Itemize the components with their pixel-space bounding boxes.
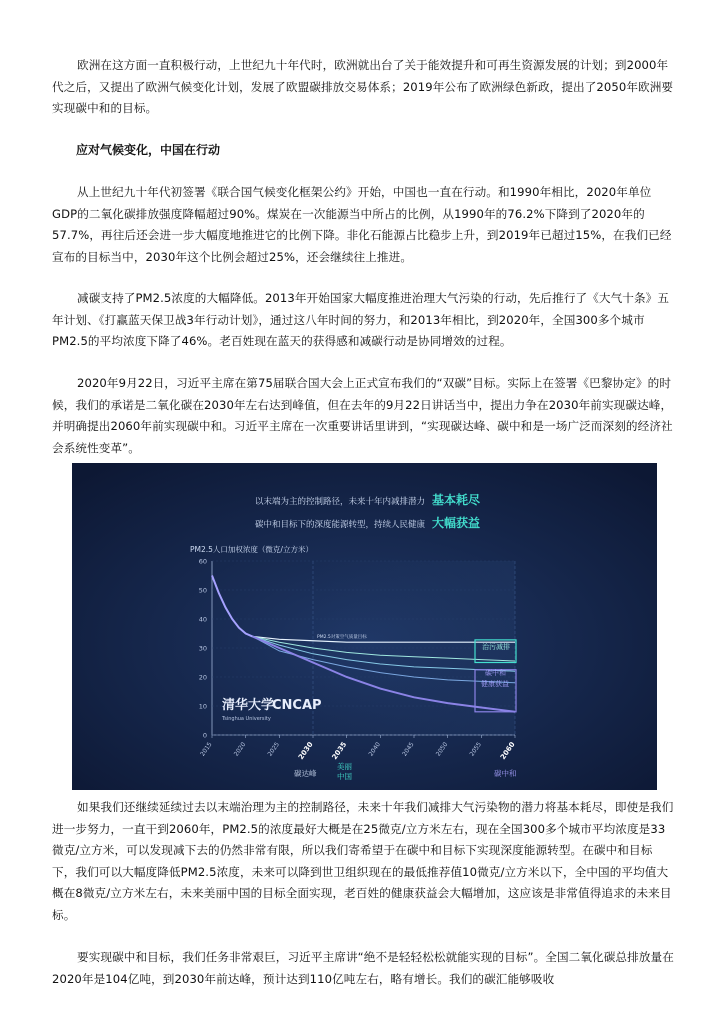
paragraph-carbon-task: 要实现碳中和目标，我们任务非常艰巨，习近平主席讲“绝不是轻轻松松就能实现的目标”。全国二氧化碳总排放量在2020年是104亿吨，到2030年前达峰，预计达到110亿吨左右，略有增长。我们的碳汇能够吸收 [52, 950, 674, 986]
milestone-beauty-2: 中国 [337, 772, 352, 781]
x-tick-label: 2055 [468, 741, 483, 758]
x-tick-label: 2050 [434, 741, 450, 758]
series-label: PM2.5对策空气质量目标 [317, 634, 367, 640]
x-tick-label: 2030 [296, 740, 315, 762]
x-tick-label: 2020 [232, 741, 248, 758]
x-tick-label: 2060 [498, 740, 517, 762]
banner-line-2: 碳中和目标下的深度能源转型，持续人民健康 [255, 520, 426, 530]
chart-title: PM2.5人口加权浓度（微克/立方米） [190, 545, 313, 554]
x-tick-label: 2045 [401, 741, 416, 758]
pm25-chart-figure [72, 463, 657, 790]
pm25-chart [72, 463, 657, 790]
section-heading: 应对气候变化，中国在行动 [76, 143, 221, 157]
x-tick-label: 2040 [367, 741, 382, 758]
y-tick-label: 50 [198, 586, 207, 595]
y-tick-label: 60 [198, 557, 207, 566]
banner-emphasis-2: 大幅获益 [432, 516, 481, 530]
logo-cncap: CNCAP [272, 698, 322, 713]
x-tick-label: 2025 [266, 741, 281, 758]
label-neutral-1: 碳中和 [485, 669, 506, 677]
milestone-beauty-1: 美丽 [337, 762, 352, 771]
y-tick-label: 10 [198, 702, 207, 711]
label-neutral-2: 健康获益 [481, 680, 509, 688]
paragraph-pm25: 减碳支持了PM2.5浓度的大幅降低。2013年开始国家大幅度推进治理大气污染的行动，先后推行了《大气十条》五年计划、《打赢蓝天保卫战3年行动计划》，通过这八年时间的努力，和2013年相比，到2020年，全国300多个城市PM2.5的平均浓度下降了46%。老百姓现在蓝天的获得感和减碳行动是协同增效的过程。 [52, 291, 670, 348]
logo-chinese: 清华大学 [222, 698, 275, 713]
paragraph-europe: 欧洲在这方面一直积极行动，上世纪九十年代时，欧洲就出台了关于能效提升和可再生资源发展的计划；到2000年代之后，又提出了欧洲气候变化计划，发展了欧盟碳排放交易体系；2019年公布了欧洲绿色新政，提出了2050年欧洲要实现碳中和的目标。 [52, 58, 674, 115]
paragraph-future-target: 如果我们还继续延续过去以末端治理为主的控制路径，未来十年我们减排大气污染物的潜力将基本耗尽，即使是我们进一步努力，一直干到2060年，PM2.5的浓度最好大概是在25微克/立方米左右，现在全国300多个城市平均浓度是33微克/立方米，可以发现减下去的仍然非常有限，所以我们寄希望于在碳中和目标下实现深度能源转型。在碳中和目标下，我们可以大幅度降低PM2.5浓度，未来可以降到世卫组织现在的最低推荐值10微克/立方米以下，全中国的平均值大概在8微克/立方米左右，未来美丽中国的目标全面实现，老百姓的健康获益会大幅增加，这应该是非常值得追求的未来目标。 [52, 800, 674, 922]
milestone-peak: 碳达峰 [294, 769, 317, 778]
x-tick-label: 2035 [330, 740, 349, 762]
y-tick-label: 30 [198, 644, 207, 653]
label-control-path: 治污减排 [482, 643, 510, 651]
logo-english: Tsinghua University [222, 716, 271, 722]
paragraph-dual-carbon: 2020年9月22日，习近平主席在第75届联合国大会上正式宣布我们的“双碳”目标。实际上在签署《巴黎协定》的时候，我们的承诺是二氧化碳在2030年左右达到峰值，但在去年的9月22日讲话当中，提出力争在2030年前实现碳达峰，并明确提出2060年前实现碳中和。习近平主席在一次重要讲话里讲到，“实现碳达峰、碳中和是一场广泛而深刻的经济社会系统性变革”。 [52, 376, 673, 455]
banner-emphasis-1: 基本耗尽 [432, 493, 481, 507]
paragraph-china-action: 从上世纪九十年代初签署《联合国气候变化框架公约》开始，中国也一直在行动。和1990年相比，2020年单位GDP的二氧化碳排放强度降幅超过90%。煤炭在一次能源当中所占的比例，从1990年的76.2%下降到了2020年的57.7%，再往后还会进一步大幅度地推进它的比例下降。非化石能源占比稳步上升，到2019年已超过15%，在我们已经宣布的目标当中，2030年这个比例会超过25%，还会继续往上推进。 [52, 185, 672, 264]
y-tick-label: 20 [198, 673, 207, 682]
banner-line-1: 以末端为主的控制路径，未来十年内减排潜力 [255, 497, 426, 507]
y-tick-label: 40 [198, 615, 207, 624]
x-tick-label: 2015 [199, 741, 214, 758]
y-tick-label: 0 [202, 731, 207, 740]
milestone-neutral: 碳中和 [494, 769, 517, 778]
